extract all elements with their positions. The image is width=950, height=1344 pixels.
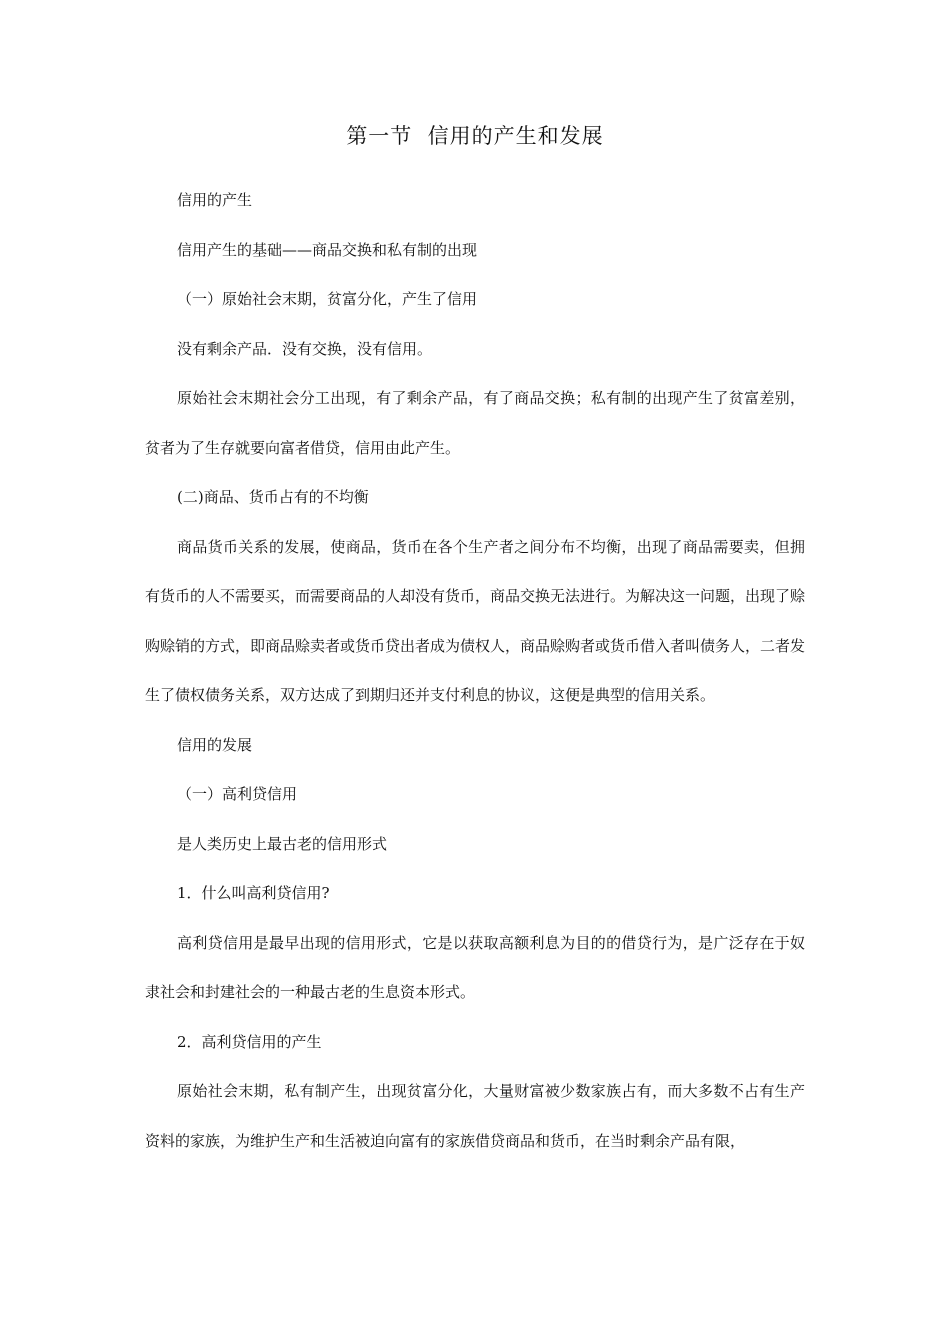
paragraph-usury-definition: 高利贷信用是最早出现的信用形式，它是以获取高额利息为目的的借贷行为，是广泛存在于奴隶社会和封建社会的一种最古老的生息资本形式。	[145, 933, 805, 1001]
subheading-uneven-possession: (二)商品、货币占有的不均衡	[177, 488, 369, 506]
heading-credit-origin: 信用的产生	[177, 191, 253, 209]
paragraph-usury-origin: 原始社会末期，私有制产生，出现贫富分化，大量财富被少数家族占有，而大多数不占有生产资料的家族，为维护生产和生活被迫向富有的家族借贷商品和货币，在当时剩余产品有限，	[145, 1082, 805, 1150]
question-what-is-usury: 1．什么叫高利贷信用?	[177, 884, 330, 902]
paragraph-commodity-money-relations: 商品货币关系的发展，使商品，货币在各个生产者之间分布不均衡，出现了商品需要卖，但拥有货币的人不需要买，而需要商品的人却没有货币，商品交换无法进行。为解决这一问题，出现了赊购赊销的方式，即商品赊卖者或货币贷出者成为债权人，商品赊购者或货币借入者叫债务人，二者发生了债权债务关系，双方达成了到期归还并支付利息的协议，这便是典型的信用关系。	[145, 537, 806, 704]
paragraph-oldest-form: 是人类历史上最古老的信用形式	[177, 834, 388, 853]
document-body	[145, 176, 805, 1166]
subheading-usury-origin: 2．高利贷信用的产生	[177, 1032, 322, 1051]
heading-credit-basis: 信用产生的基础——商品交换和私有制的出现	[177, 240, 478, 259]
heading-credit-development: 信用的发展	[177, 735, 253, 754]
subheading-usury-credit: （一）高利贷信用	[177, 785, 298, 803]
subheading-primitive-society: （一）原始社会末期，贫富分化，产生了信用	[177, 290, 478, 308]
section-title: 第一节 信用的产生和发展	[346, 124, 604, 148]
paragraph-no-surplus: 没有剩余产品．没有交换，没有信用。	[177, 339, 433, 358]
paragraph-division-of-labor: 原始社会末期社会分工出现，有了剩余产品，有了商品交换；私有制的出现产生了贫富差别，贫者为了生存就要向富者借贷，信用由此产生。	[145, 389, 805, 457]
